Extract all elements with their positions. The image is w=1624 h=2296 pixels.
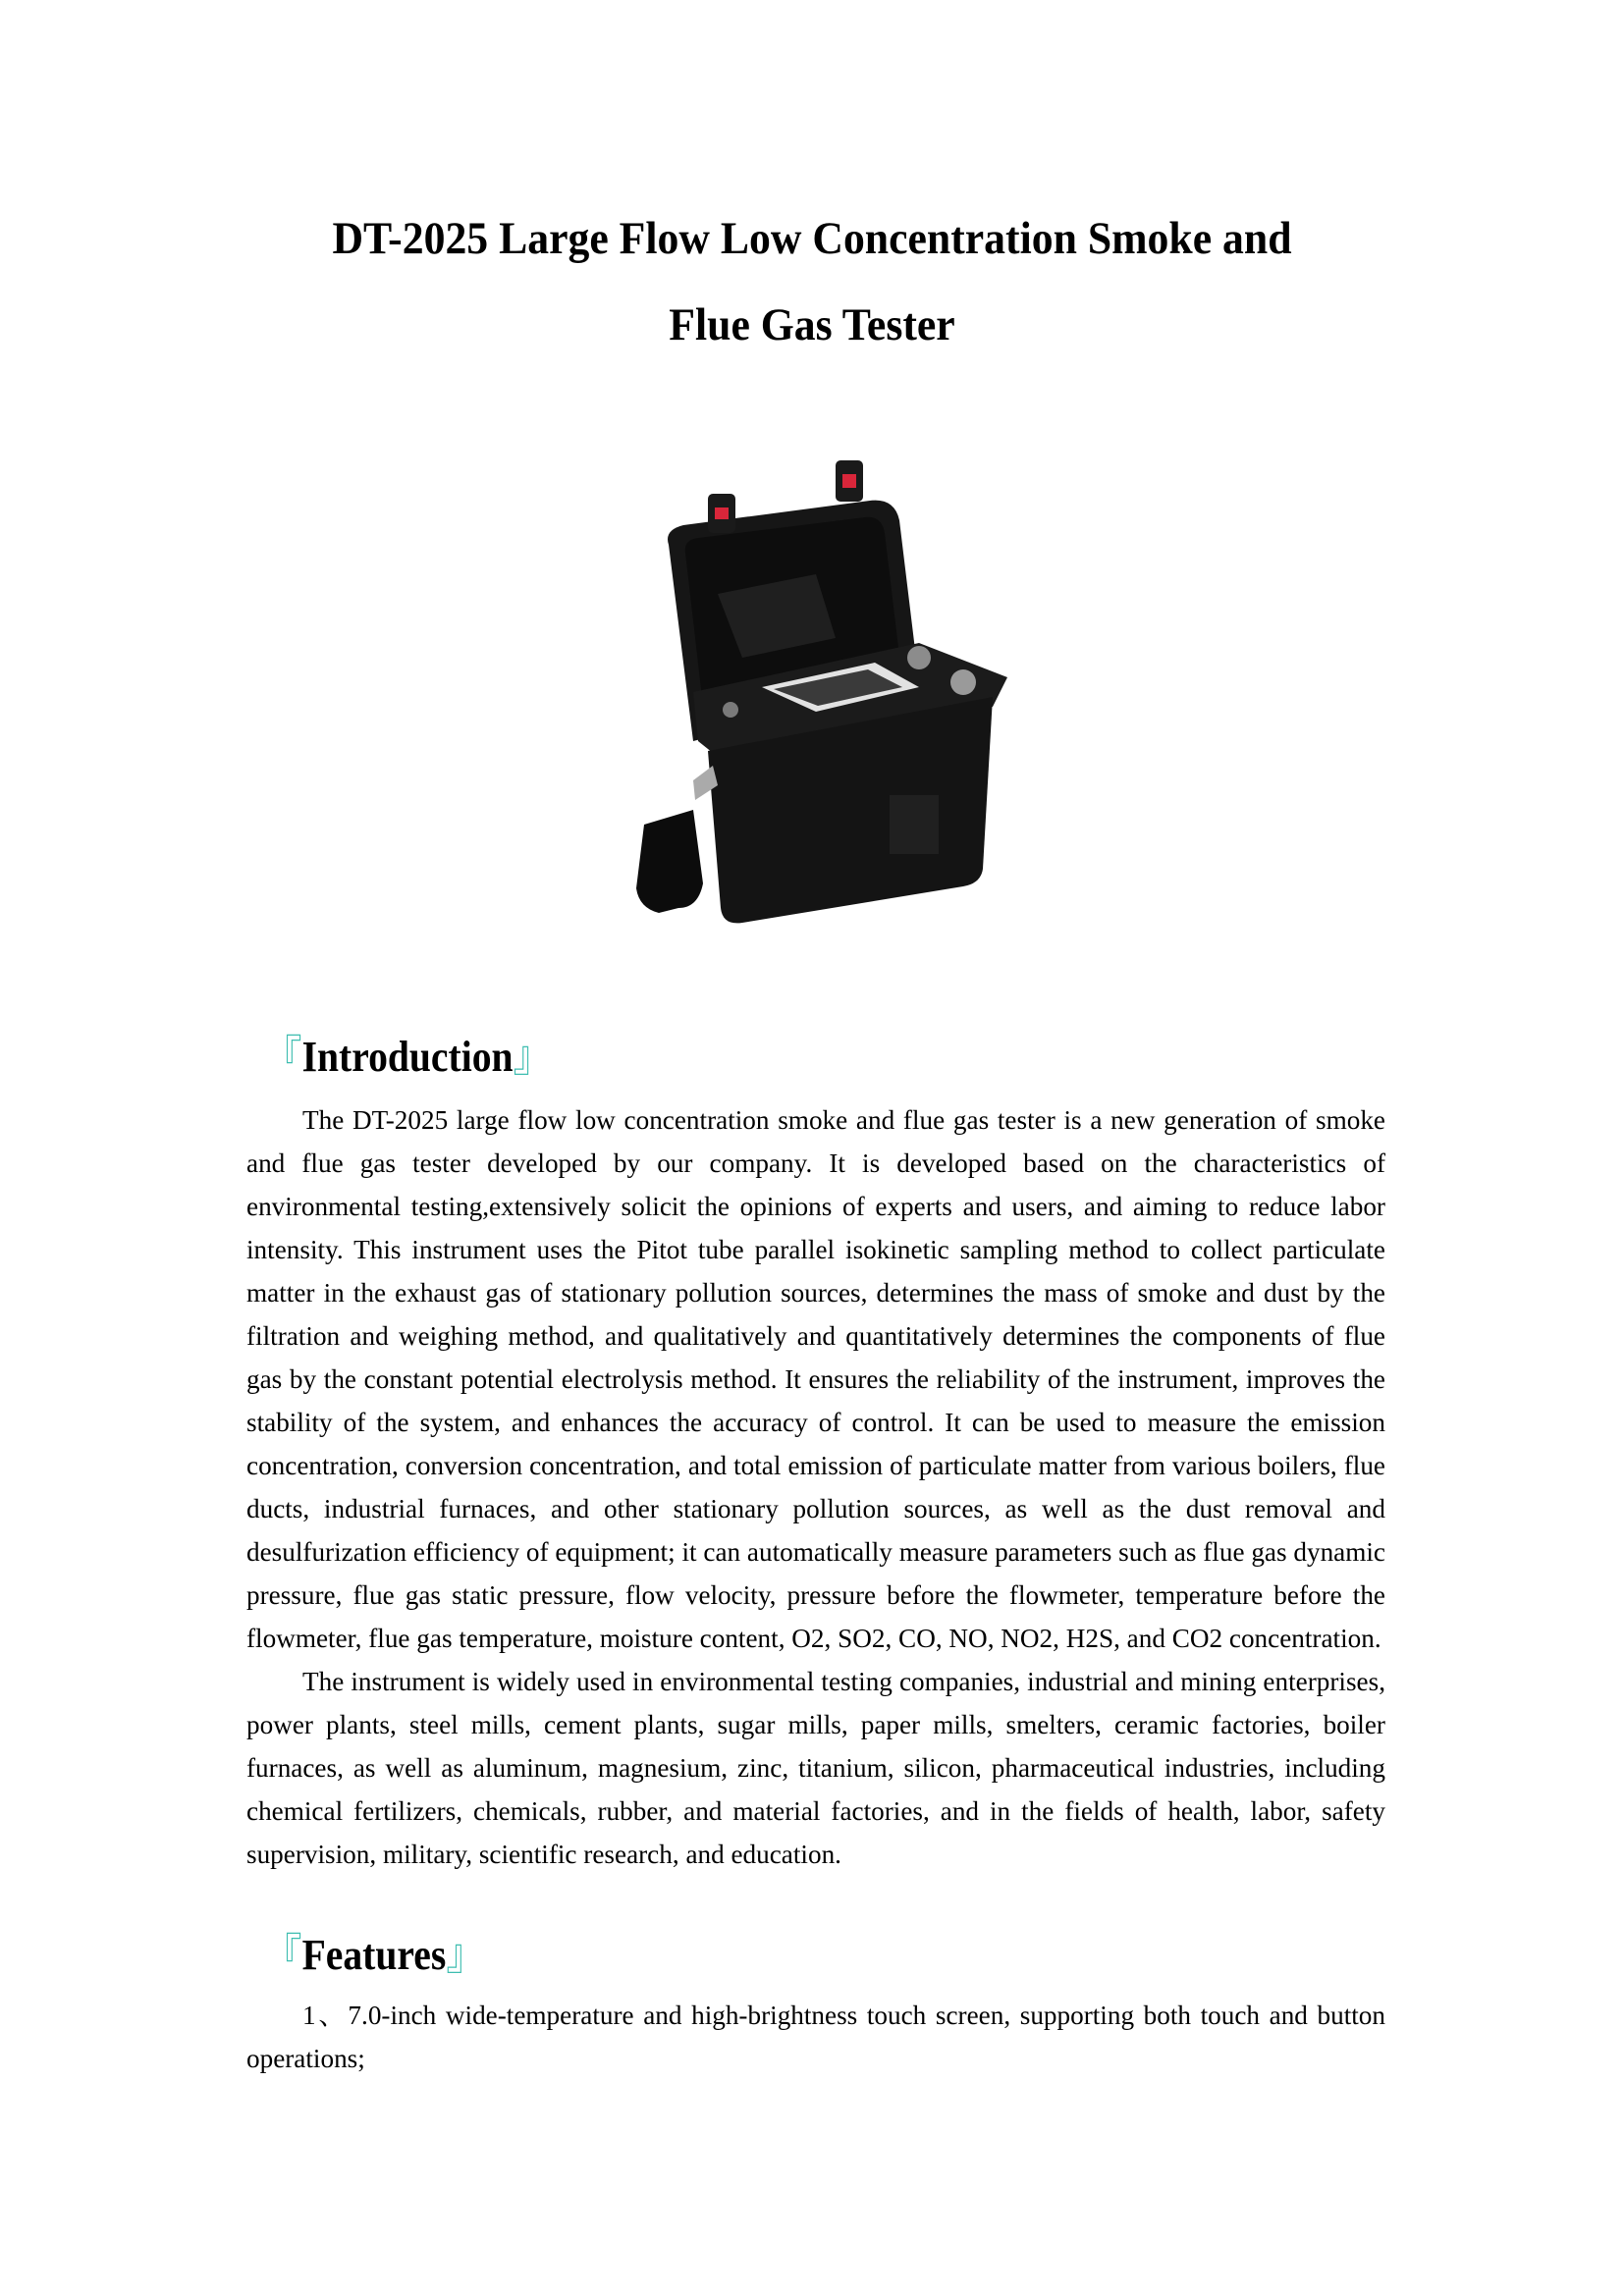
heading-text: Features [301,1931,447,1979]
feature-item: 1、7.0-inch wide-temperature and high-brightness touch screen, supporting both touch and button operations; [246,2001,1385,2073]
section-heading-features [263,1931,485,1979]
paragraph: The instrument is widely used in environmental testing companies, industrial and mining enterprises, power plants, steel mills, cement plants, sugar mills, paper mills, smelters, ceramic factories, boiler furnaces, as well as aluminum, magnesium, zinc, titanium, silicon, pharmaceutical industries, including chemical fertilizers, chemicals, rubber, and material factories, and in the fields of health, labor, safety supervision, military, scientific research, and education. [246,1667,1385,1869]
bracket-open-icon: 『 [263,1033,302,1081]
introduction-body [246,1098,1385,1876]
document-title-line-1: DT-2025 Large Flow Low Concentration Smoke and [332,213,1292,264]
bracket-close-icon: 』 [446,1931,485,1979]
flue-gas-tester-illustration [624,447,1027,947]
bracket-close-icon: 』 [513,1033,553,1081]
document-title-line-2: Flue Gas Tester [669,299,955,350]
product-photo [624,447,1027,947]
heading-text: Introduction [301,1033,514,1081]
features-body [246,1994,1385,2080]
paragraph: The DT-2025 large flow low concentration smoke and flue gas tester is a new generation of smoke and flue gas tester developed by our company. It is developed based on the characteristics of environmental testing,extensively solicit the opinions of experts and users, and aiming to reduce labor intensity. This instrument uses the Pitot tube parallel isokinetic sampling method to collect particulate matter in the exhaust gas of stationary pollution sources, determines the mass of smoke and dust by the filtration and weighing method, and qualitatively and quantitatively determines the components of flue gas by the constant potential electrolysis method. It ensures the reliability of the instrument, improves the stability of the system, and enhances the accuracy of control. It can be used to measure the emission concentration, conversion concentration, and total emission of particulate matter from various boilers, flue ducts, industrial furnaces, and other stationary pollution sources, as well as the dust removal and desulfurization efficiency of equipment; it can automatically measure parameters such as flue gas dynamic pressure, flue gas static pressure, flow velocity, pressure before the flowmeter, temperature before the flowmeter, flue gas temperature, moisture content, O2, SO2, CO, NO, NO2, H2S, and CO2 concentration. [246,1105,1385,1653]
bracket-open-icon: 『 [263,1931,302,1979]
section-heading-introduction [263,1033,553,1081]
